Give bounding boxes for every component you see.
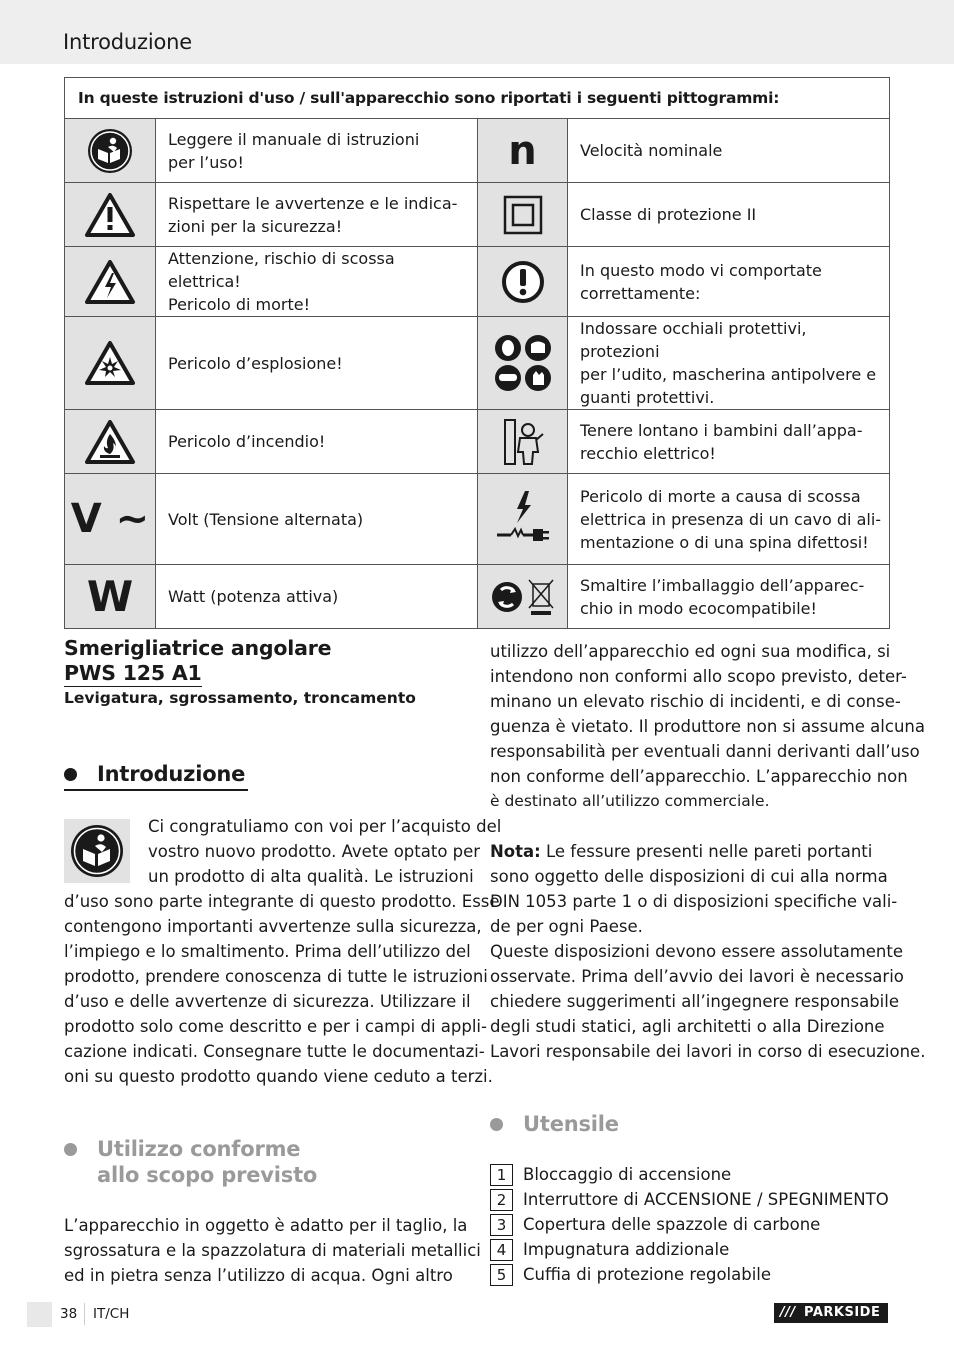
item-number: 3: [490, 1214, 513, 1236]
protective-equipment-icon: [493, 333, 553, 393]
pictogram-label: Classe di protezione II: [580, 205, 757, 224]
keep-children-away-icon: [501, 416, 545, 468]
footer-divider: [84, 1303, 85, 1325]
text-line: vostro nuovo prodotto. Avete optato per: [148, 842, 481, 861]
intended-use-paragraph: [64, 1213, 481, 1288]
pictogram-label: zioni per la sicurezza!: [168, 216, 343, 236]
protection-class-ii-icon: [503, 195, 543, 235]
product-title: [64, 636, 331, 687]
exclamation-circle-icon: [501, 260, 545, 304]
item-number: 2: [490, 1189, 513, 1211]
bullet-icon: [490, 1118, 503, 1131]
text-line: chiedere suggerimenti all’ingegnere responsabile: [490, 992, 899, 1011]
pictogram-label: chio in modo ecocompatibile!: [580, 598, 817, 618]
pictogram-label: mentazione o di una spina difettosi!: [580, 532, 869, 552]
explosion-warning-icon: [84, 340, 136, 386]
pictogram-label: Volt (Tensione alternata): [168, 509, 364, 529]
note-label: Nota:: [490, 842, 541, 861]
text-line: l’impiego e lo smaltimento. Prima dell’utilizzo del: [64, 942, 471, 961]
page-number: 38: [60, 1306, 78, 1322]
text-line: L’apparecchio in oggetto è adatto per il taglio, la: [64, 1216, 468, 1235]
item-label: Cuffia di protezione regolabile: [523, 1265, 772, 1284]
electric-shock-warning-icon: [84, 259, 136, 305]
recycle-disposal-icon: [491, 576, 555, 618]
read-manual-icon: [86, 127, 134, 175]
warning-triangle-icon: [84, 192, 136, 238]
item-label: Impugnatura addizionale: [523, 1240, 730, 1259]
text-line: Queste disposizioni devono essere assolutamente: [490, 942, 904, 961]
pictogram-label: guanti protettivi.: [580, 388, 715, 407]
footer-marker: [27, 1302, 52, 1327]
intro-icon-box: [64, 819, 130, 883]
brand-logo: [774, 1303, 888, 1323]
pictogram-table-heading: In queste istruzioni d'uso / sull'apparecchio sono riportati i seguenti pittogrammi:: [65, 78, 890, 119]
text-line: DIN 1053 parte 1 o di disposizioni specifiche vali-: [490, 892, 898, 911]
text-line: utilizzo dell’apparecchio ed ogni sua modifica, si: [490, 642, 891, 661]
pictogram-label: recchio elettrico!: [580, 443, 716, 463]
pictogram-label: Smaltire l’imballaggio dell’apparec-: [580, 575, 865, 595]
text-line: sgrossatura e la spazzolatura di materiali metallici: [64, 1241, 481, 1260]
pictogram-label: per l’udito, mascherina antipolvere e: [580, 365, 877, 384]
brand-logo-mark: ///: [780, 1305, 796, 1320]
text-line: guenza è vietato. Il produttore non si assume alcuna: [490, 717, 925, 736]
pictogram-table: [64, 77, 890, 629]
page-title: Introduzione: [63, 30, 192, 54]
pictogram-label: Watt (potenza attiva): [168, 587, 339, 606]
pictogram-label: correttamente:: [580, 283, 701, 303]
rated-speed-symbol: n: [508, 127, 537, 174]
text-line: prodotto, prendere conoscenza di tutte le istruzioni: [64, 967, 488, 986]
heading-underline: [64, 789, 248, 791]
damaged-cable-icon: [495, 489, 551, 549]
text-line: sono oggetto delle disposizioni di cui alla norma: [490, 867, 888, 886]
text-line: prodotto solo come descritto e per i campi di appli-: [64, 1017, 487, 1036]
pictogram-label: per l’uso!: [168, 152, 244, 172]
text-line: d’uso sono parte integrante di questo prodotto. Esse: [64, 892, 500, 911]
bullet-icon: [64, 768, 77, 781]
watt-symbol: W: [86, 572, 134, 621]
text-line: ed in pietra senza l’utilizzo di acqua. Ogni altro: [64, 1266, 453, 1285]
text-line: d’uso e delle avvertenze di sicurezza. Utilizzare il: [64, 992, 471, 1011]
text-line: è destinato all’utilizzo commerciale.: [490, 792, 770, 810]
text-line: Ci congratuliamo con voi per l’acquisto del: [148, 817, 502, 836]
pictogram-label: Attenzione, rischio di scossa elettrica!: [168, 249, 395, 291]
text-line: cazione indicati. Consegnare tutte le documentazi-: [64, 1042, 485, 1061]
text-line: non conforme dell’apparecchio. L’apparecchio non: [490, 767, 908, 786]
item-number: 4: [490, 1239, 513, 1261]
pictogram-label: Pericolo d’esplosione!: [168, 353, 343, 373]
text-line: degli studi statici, agli architetti o alla Direzione: [490, 1017, 885, 1036]
pictogram-label: elettrica in presenza di un cavo di ali-: [580, 509, 882, 529]
brand-logo-text: PARKSIDE: [804, 1305, 881, 1320]
pictogram-label: Pericolo di morte!: [168, 295, 311, 314]
text-line: responsabilità per eventuali danni derivanti dall’uso: [490, 742, 920, 761]
text-line: osservate. Prima dell’avvio dei lavori è necessario: [490, 967, 904, 986]
text-line: un prodotto di alta qualità. Le istruzioni: [148, 867, 474, 886]
language-code: IT/CH: [93, 1306, 130, 1322]
fire-warning-icon: [84, 419, 136, 465]
pictogram-label: Pericolo di morte a causa di scossa: [580, 486, 861, 506]
text-line: intendono non conformi allo scopo previsto, deter-: [490, 667, 907, 686]
text-line: Lavori responsabile dei lavori in corso di esecuzione.: [490, 1042, 926, 1061]
intro-paragraph: [64, 889, 500, 1089]
item-label: Interruttore di ACCENSIONE / SPEGNIMENTO: [523, 1190, 889, 1209]
item-number: 1: [490, 1164, 513, 1186]
pictogram-label: Leggere il manuale di istruzioni: [168, 129, 420, 149]
pictogram-label: Pericolo d’incendio!: [168, 432, 326, 451]
pictogram-label: Velocità nominale: [580, 141, 723, 160]
text-line: Le fessure presenti nelle pareti portanti: [540, 842, 873, 861]
text-line: contengono importanti avvertenze sulla sicurezza,: [64, 917, 482, 936]
item-label: Bloccaggio di accensione: [523, 1165, 732, 1184]
note-paragraph: [490, 839, 925, 1064]
item-label: Copertura delle spazzole di carbone: [523, 1215, 821, 1234]
pictogram-label: In questo modo vi comportate: [580, 260, 822, 280]
text-line: de per ogni Paese.: [490, 917, 643, 936]
bullet-icon: [64, 1143, 77, 1156]
text-line: oni su questo prodotto quando viene ceduto a terzi.: [64, 1067, 493, 1086]
read-manual-icon: [64, 819, 130, 883]
product-title-line1: Smerigliatrice angolare: [64, 636, 332, 660]
pictogram-label: Rispettare le avvertenze e le indica-: [168, 193, 458, 213]
intro-paragraph-top: [148, 814, 501, 889]
volt-ac-symbol: V ~: [70, 496, 150, 542]
product-title-line2: PWS 125 A1: [64, 661, 202, 685]
product-subtitle: Levigatura, sgrossamento, troncamento: [64, 689, 416, 707]
pictogram-label: Indossare occhiali protettivi, protezioni: [580, 319, 807, 361]
text-line: minano un elevato rischio di incidenti, e di conse-: [490, 692, 901, 711]
pictogram-label: Tenere lontano i bambini dall’appa-: [580, 420, 863, 440]
item-number: 5: [490, 1264, 513, 1286]
intended-use-continued: [490, 639, 925, 814]
